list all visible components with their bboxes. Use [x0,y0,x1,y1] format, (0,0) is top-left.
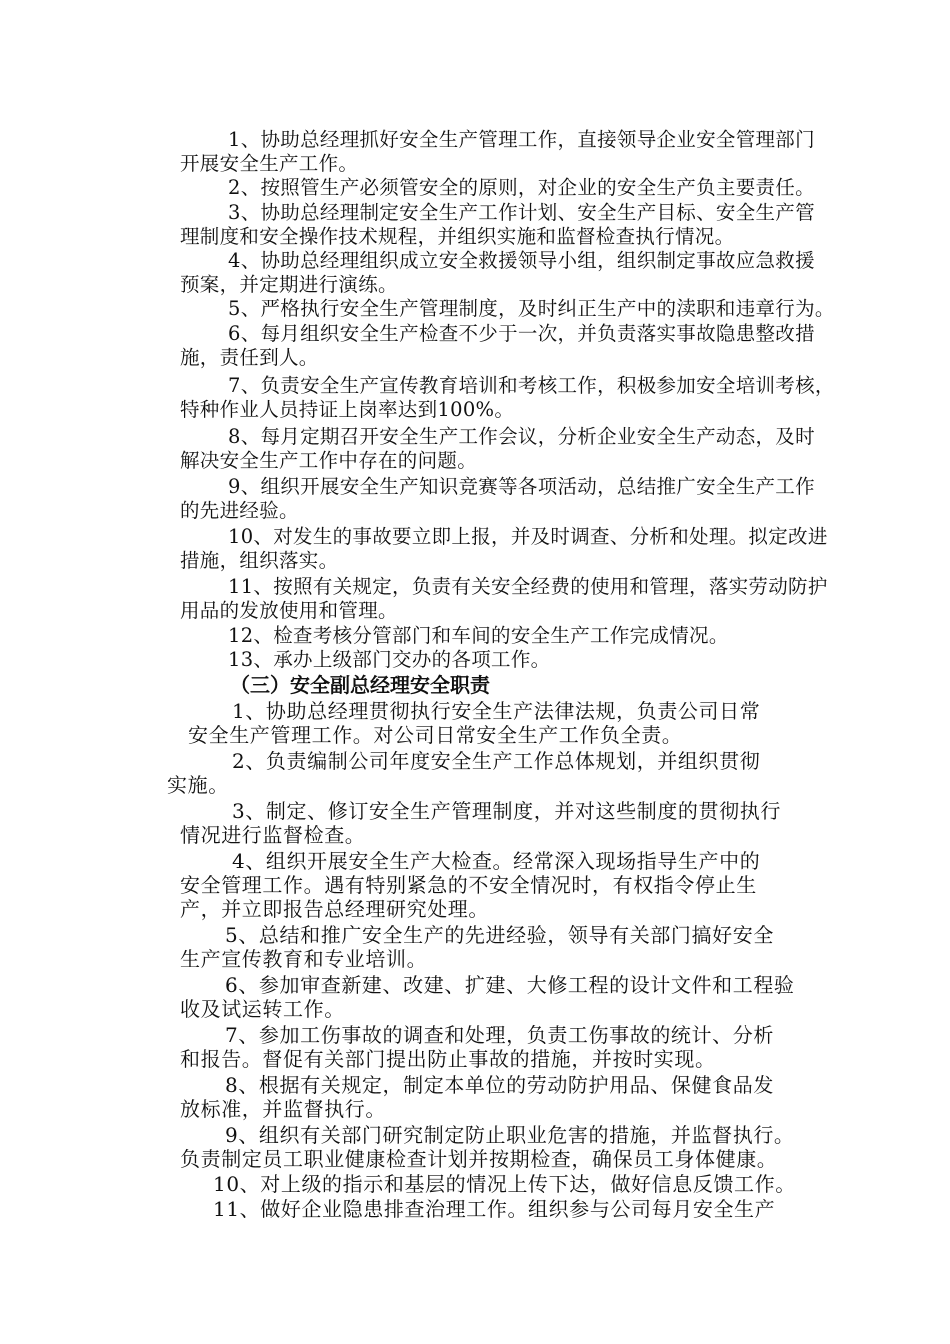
text-line: 10、对上级的指示和基层的情况上传下达，做好信息反馈工作。 [213,1172,796,1196]
text-line: 放标准，并监督执行。 [180,1097,386,1121]
text-line: 2、负责编制公司年度安全生产工作总体规划，并组织贯彻 [232,749,761,773]
text-line: 12、检查考核分管部门和车间的安全生产工作完成情况。 [228,624,729,647]
text-line: 施，责任到人。 [180,346,319,369]
text-line: 5、严格执行安全生产管理制度，及时纠正生产中的渎职和违章行为。 [228,297,835,320]
text-line: 10、对发生的事故要立即上报，并及时调查、分析和处理。拟定改进 [228,525,828,548]
text-line: 5、总结和推广安全生产的先进经验，领导有关部门搞好安全 [225,923,774,947]
text-line: 6、参加审查新建、改建、扩建、大修工程的设计文件和工程验 [225,973,795,997]
text-line: 11、做好企业隐患排查治理工作。组织参与公司每月安全生产 [213,1197,776,1221]
text-line: 生产宣传教育和专业培训。 [180,947,428,971]
text-line: 13、承办上级部门交办的各项工作。 [228,648,551,671]
text-line: 安全生产管理工作。对公司日常安全生产工作负全责。 [188,723,683,747]
text-line: 和报告。督促有关部门提出防止事故的措施，并按时实现。 [180,1047,716,1071]
text-line: 8、每月定期召开安全生产工作会议，分析企业安全生产动态，及时 [228,425,815,448]
text-line: 2、按照管生产必须管安全的原则，对企业的安全生产负主要责任。 [228,176,815,199]
text-line: 7、负责安全生产宣传教育培训和考核工作，积极参加安全培训考核， [228,374,835,397]
text-line: 措施，组织落实。 [180,549,339,572]
text-line: 情况进行监督检查。 [180,823,366,847]
text-line: 负责制定员工职业健康检查计划并按期检查，确保员工身体健康。 [180,1147,778,1171]
text-line: 3、制定、修订安全生产管理制度，并对这些制度的贯彻执行 [232,799,781,823]
text-line: 4、组织开展安全生产大检查。经常深入现场指导生产中的 [232,849,761,873]
text-line: 特种作业人员持证上岗率达到100%。 [180,398,515,421]
text-line: 开展安全生产工作。 [180,152,359,175]
text-line: 预案，并定期进行演练。 [180,273,398,296]
text-line: 的先进经验。 [180,499,299,522]
text-line: 实施。 [167,773,229,797]
text-line: 用品的发放使用和管理。 [180,599,398,622]
text-line: 11、按照有关规定，负责有关安全经费的使用和管理，落实劳动防护 [228,575,828,598]
text-line: 7、参加工伤事故的调查和处理，负责工伤事故的统计、分析 [225,1023,774,1047]
text-line: 4、协助总经理组织成立安全救援领导小组，组织制定事故应急救援 [228,249,815,272]
text-line: 理制度和安全操作技术规程，并组织实施和监督检查执行情况。 [180,225,735,248]
text-line: 8、根据有关规定，制定本单位的劳动防护用品、保健食品发 [225,1073,774,1097]
text-line: 9、组织开展安全生产知识竞赛等各项活动，总结推广安全生产工作 [228,475,815,498]
text-line: 安全管理工作。遇有特别紧急的不安全情况时，有权指令停止生 [180,873,757,897]
text-line: 收及试运转工作。 [180,997,345,1021]
text-line: 1、协助总经理贯彻执行安全生产法律法规，负责公司日常 [232,699,761,723]
section-three-heading: （三）安全副总经理安全职责 [230,673,490,697]
text-line: 6、每月组织安全生产检查不少于一次，并负责落实事故隐患整改措 [228,322,815,345]
text-line: 产，并立即报告总经理研究处理。 [180,897,489,921]
text-line: 解决安全生产工作中存在的问题。 [180,449,478,472]
text-line: 3、协助总经理制定安全生产工作计划、安全生产目标、安全生产管 [228,201,815,224]
text-line: 9、组织有关部门研究制定防止职业危害的措施，并监督执行。 [225,1123,795,1147]
text-line: 1、协助总经理抓好安全生产管理工作，直接领导企业安全管理部门 [228,128,815,151]
